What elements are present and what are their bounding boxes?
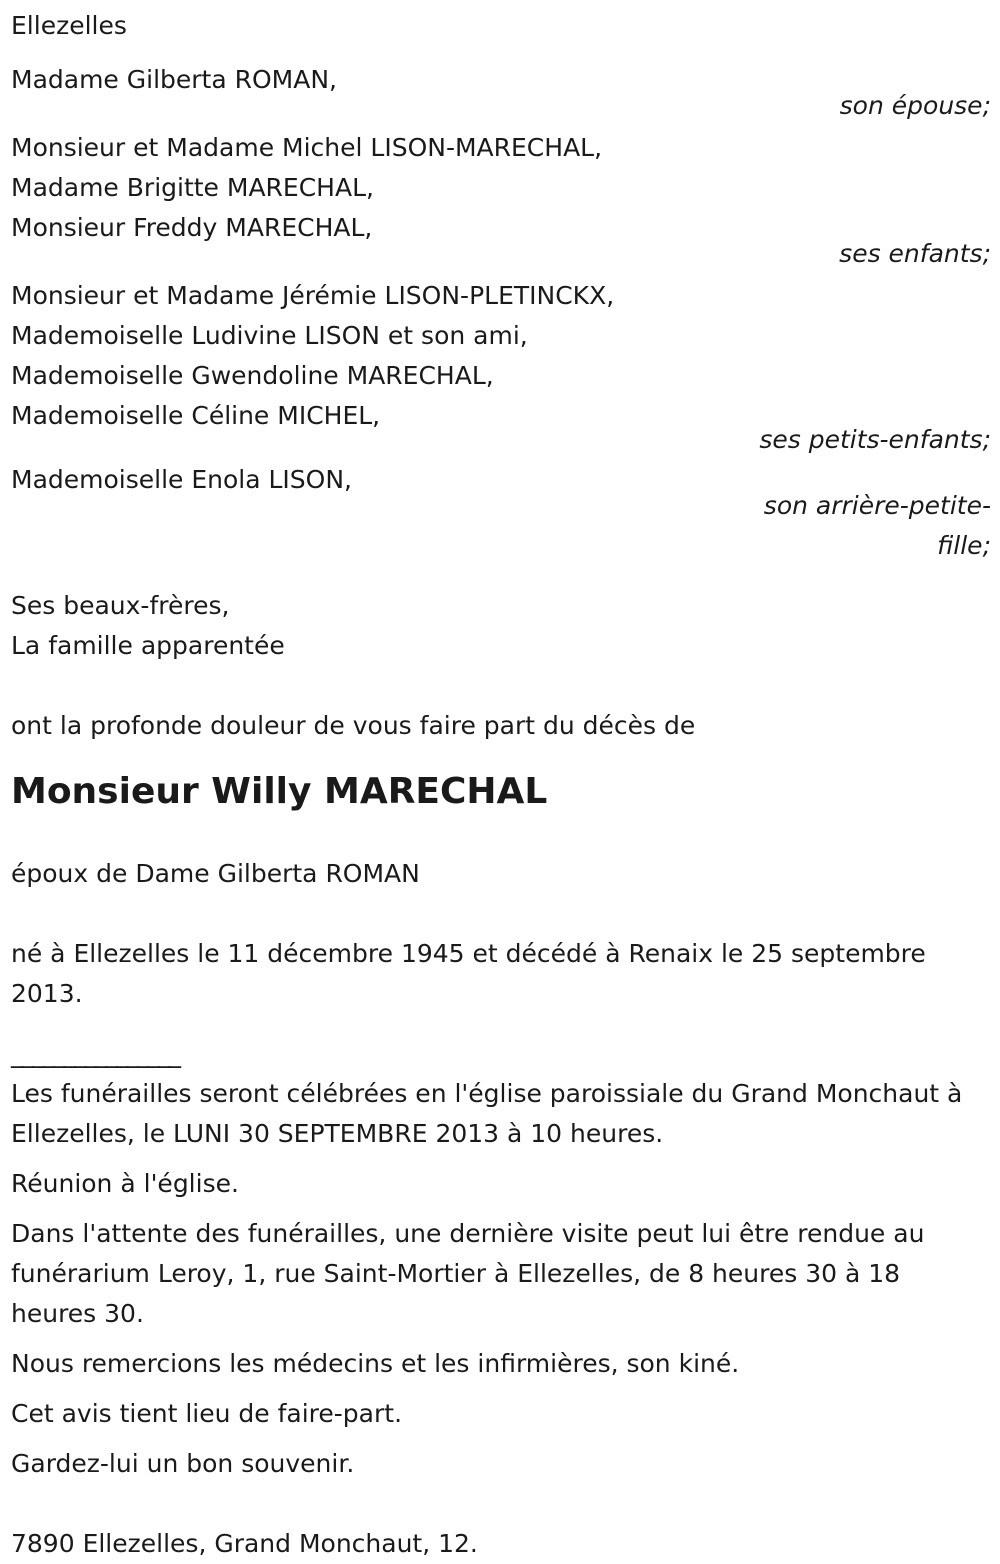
family-name: Madame Gilberta ROMAN, — [11, 65, 337, 94]
announcement-text: ont la profonde douleur de vous faire part du décès de — [11, 711, 696, 740]
detail-paragraph: Les funérailles seront célébrées en l'église paroissiale du Grand Monchaut à Ellezelles, le LUNI 30 SEPTEMBRE 2013 à 10 heures. — [11, 1079, 963, 1148]
family-group-spouse — [11, 60, 991, 126]
family-name: Monsieur et Madame Jérémie LISON-PLETINCKX, — [11, 281, 615, 310]
detail-paragraph: Nous remercions les médecins et les infirmières, son kiné. — [11, 1349, 740, 1378]
family-name: Mademoiselle Céline MICHEL, — [11, 401, 381, 430]
detail-paragraph: Cet avis tient lieu de faire-part. — [11, 1399, 403, 1428]
family-name: Monsieur Freddy MARECHAL, — [11, 213, 373, 242]
family-group-children — [11, 128, 991, 274]
other-family-line: Ses beaux-frères, — [11, 591, 230, 620]
detail-paragraph: Réunion à l'église. — [11, 1169, 239, 1198]
obituary-document — [11, 0, 991, 1564]
birth-death-text: né à Ellezelles le 11 décembre 1945 et décédé à Renaix le 25 septembre 2013. — [11, 939, 926, 1008]
family-group-grandchildren — [11, 276, 991, 460]
address-line: 7890 Ellezelles, Grand Monchaut, 12. — [11, 1529, 478, 1558]
deceased-name: Monsieur Willy MARECHAL — [11, 771, 548, 812]
family-name: Mademoiselle Ludivine LISON et son ami, — [11, 321, 528, 350]
family-role: ses petits-enfants; — [759, 425, 991, 454]
separator-line: ________________ — [11, 1039, 179, 1068]
other-family-line: La famille apparentée — [11, 631, 285, 660]
funeral-details — [11, 1074, 991, 1484]
family-name: Mademoiselle Gwendoline MARECHAL, — [11, 361, 494, 390]
detail-paragraph: Gardez-lui un bon souvenir. — [11, 1449, 355, 1478]
spouse-line: époux de Dame Gilberta ROMAN — [11, 859, 420, 888]
family-group-great-grandchildren — [11, 460, 991, 566]
family-role: son épouse; — [839, 91, 991, 120]
detail-paragraph: Dans l'attente des funérailles, une dernière visite peut lui être rendue au funérarium Leroy, 1, rue Saint-Mortier à Ellezelles, de 8 heures 30 à 18 heures 30. — [11, 1219, 925, 1328]
family-name: Madame Brigitte MARECHAL, — [11, 173, 374, 202]
family-name: Mademoiselle Enola LISON, — [11, 465, 353, 494]
family-role: son arrière-petite-fille; — [763, 491, 991, 560]
other-family — [11, 586, 991, 666]
family-name: Monsieur et Madame Michel LISON-MARECHAL, — [11, 133, 603, 162]
location-heading: Ellezelles — [11, 11, 127, 40]
family-role: ses enfants; — [839, 239, 991, 268]
